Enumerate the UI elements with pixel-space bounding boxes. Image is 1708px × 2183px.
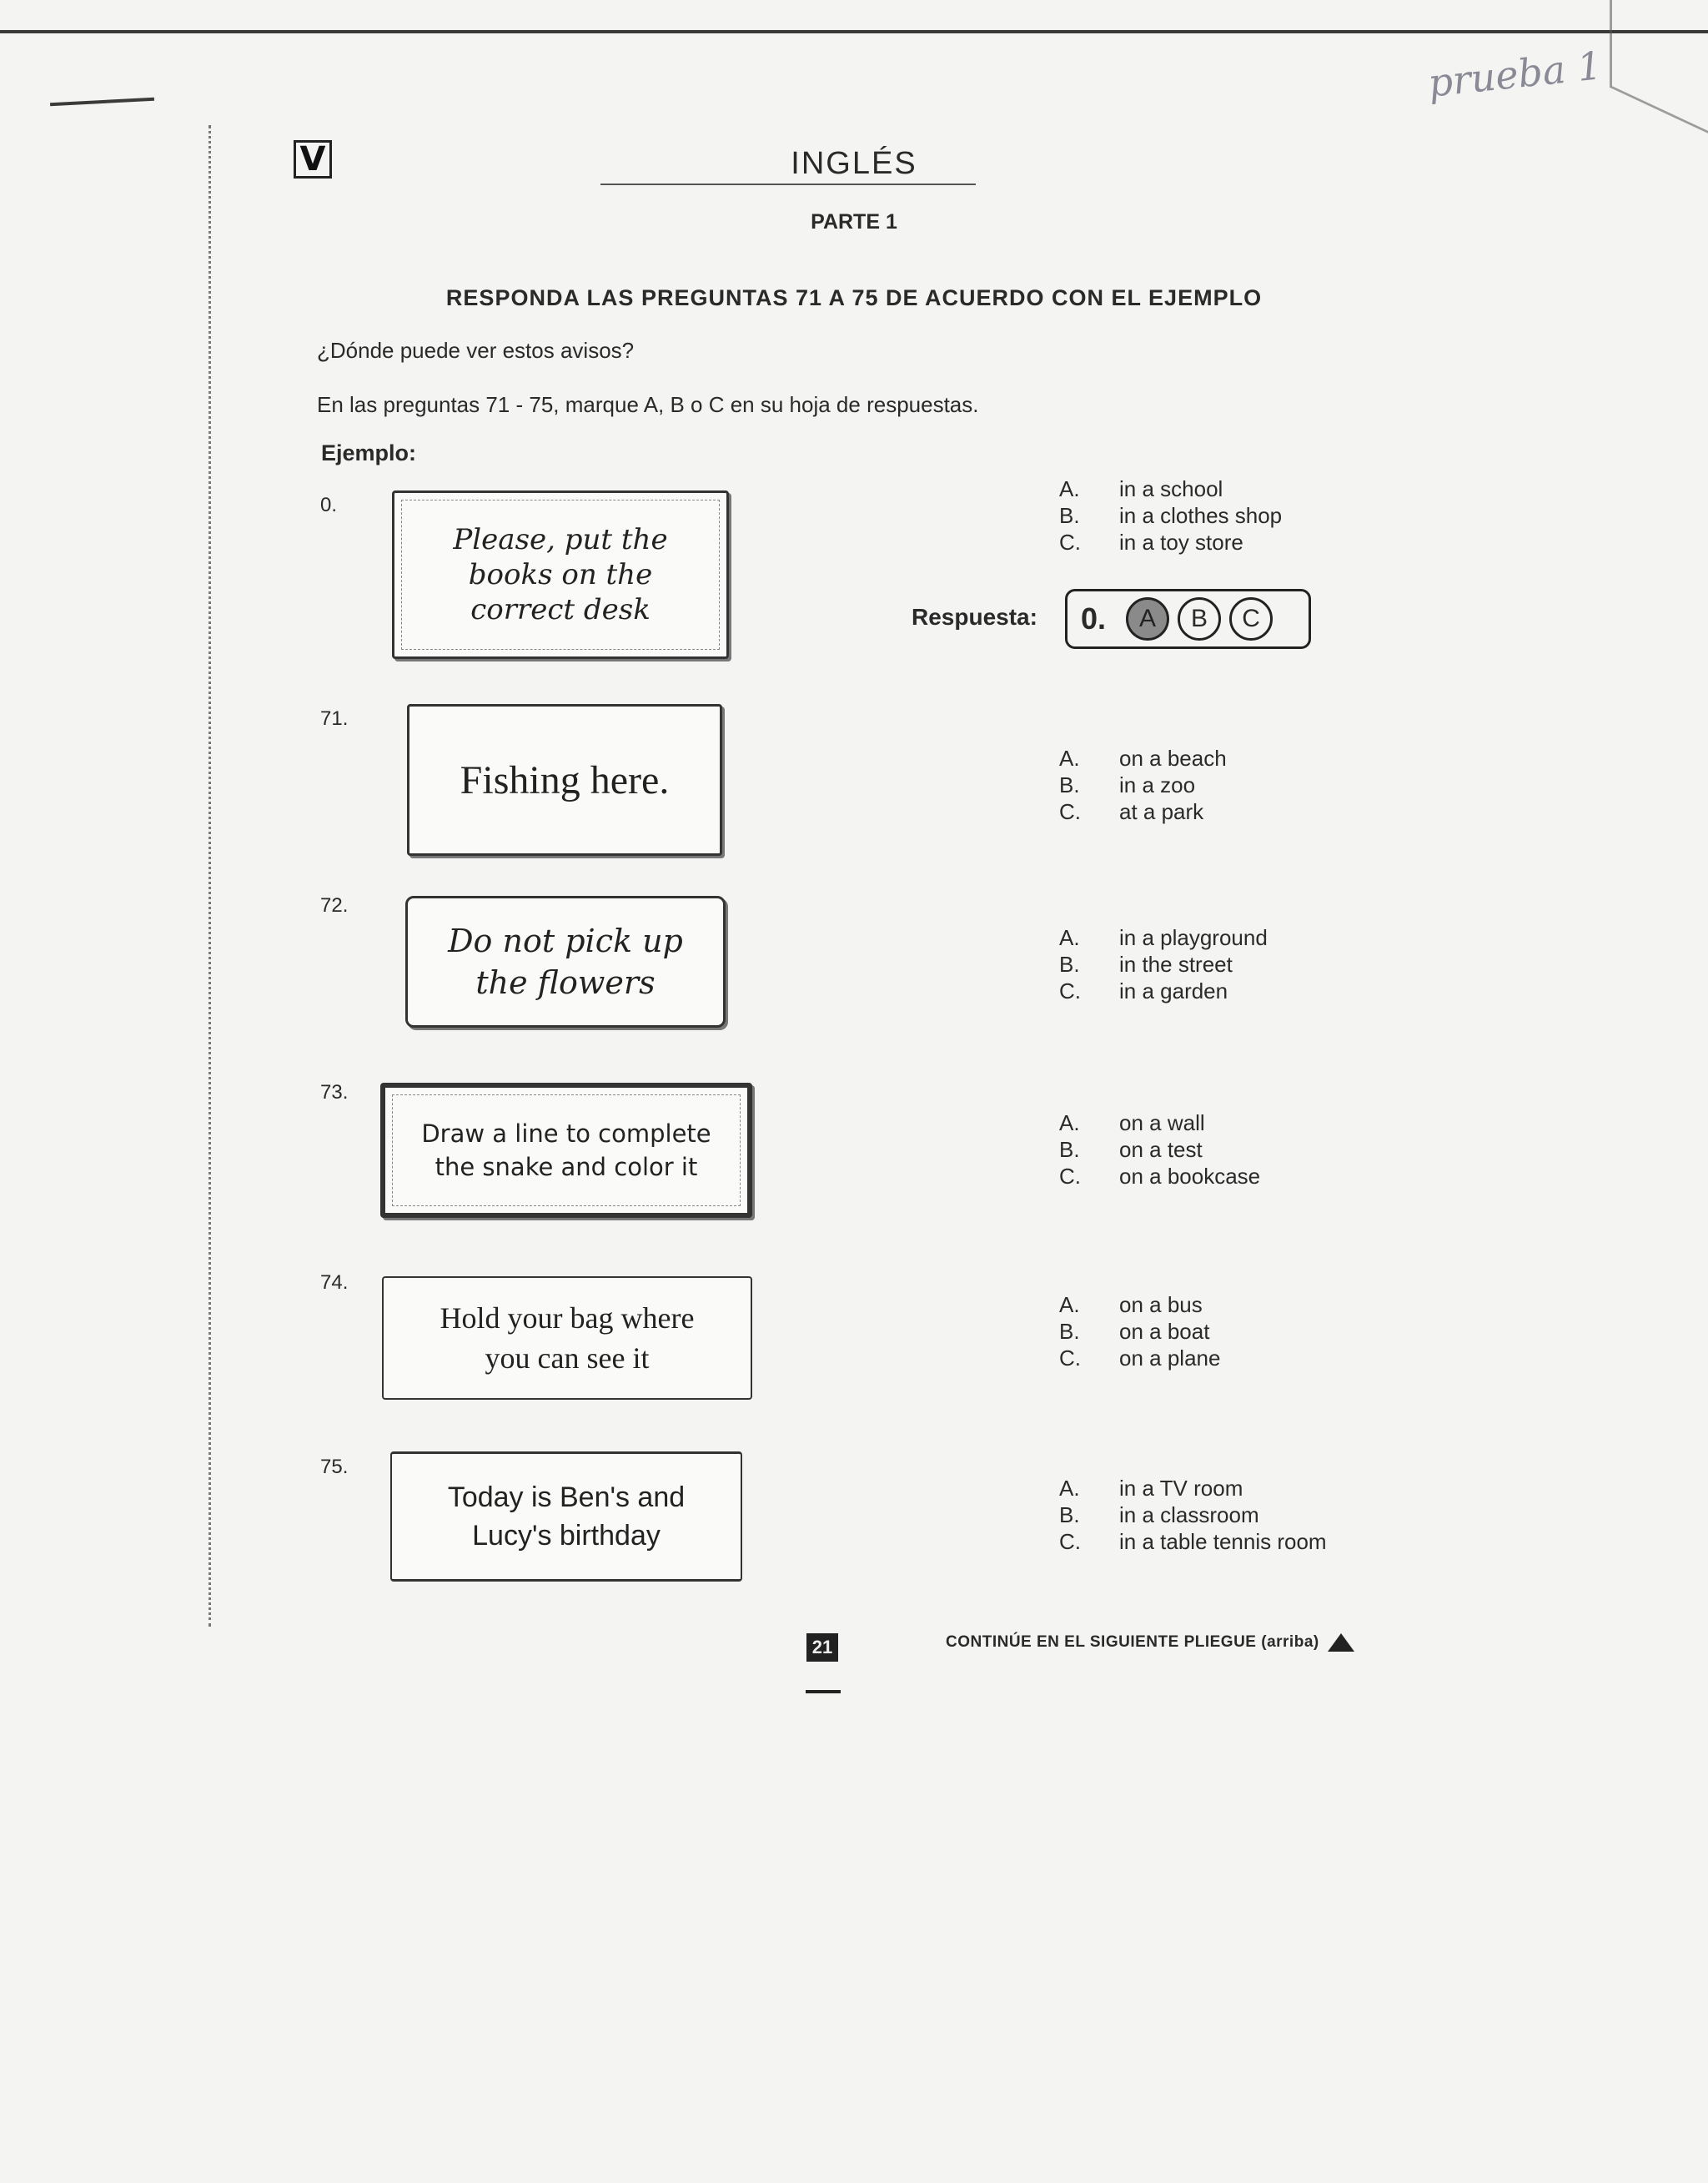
option-letter: B. xyxy=(1059,772,1080,797)
option-letter: A. xyxy=(1059,925,1080,950)
option-row[interactable] xyxy=(1059,1345,1220,1371)
example-sign xyxy=(392,490,729,659)
option-row[interactable] xyxy=(1059,772,1227,798)
option-text: on a test xyxy=(1119,1137,1203,1162)
question-sign xyxy=(382,1276,752,1400)
option-row[interactable] xyxy=(1059,924,1268,951)
question-options xyxy=(1059,1291,1220,1371)
option-text: in the street xyxy=(1119,952,1233,977)
option-letter: C. xyxy=(1059,978,1081,1003)
page-title: INGLÉS xyxy=(791,146,917,181)
question-number: 73. xyxy=(320,1081,349,1104)
sign-line: correct desk xyxy=(470,593,651,626)
question-options xyxy=(1059,924,1268,1004)
page-number-dash xyxy=(806,1690,841,1693)
sign-line: the snake and color it xyxy=(435,1153,698,1181)
option-letter: A. xyxy=(1059,476,1080,501)
option-text: in a garden xyxy=(1119,978,1228,1003)
option-letter: A. xyxy=(1059,746,1080,771)
option-text: on a bookcase xyxy=(1119,1164,1261,1189)
title-underline xyxy=(600,184,976,185)
question-options xyxy=(1059,745,1227,825)
sign-line: the flowers xyxy=(475,964,656,1001)
option-text: in a TV room xyxy=(1119,1476,1243,1501)
option-row[interactable] xyxy=(1059,798,1227,825)
question-number: 72. xyxy=(320,894,349,917)
top-border-line xyxy=(0,30,1708,33)
option-text: in a classroom xyxy=(1119,1502,1259,1527)
option-letter: C. xyxy=(1059,799,1081,824)
option-text: on a plane xyxy=(1119,1346,1221,1371)
page-number: 21 xyxy=(806,1633,838,1662)
sign-line: Lucy's birthday xyxy=(472,1520,661,1552)
answer-number: 0. xyxy=(1081,601,1107,636)
sign-line: Draw a line to complete xyxy=(421,1119,711,1148)
option-letter: B. xyxy=(1059,503,1080,528)
option-row[interactable] xyxy=(1059,1109,1260,1136)
sign-line: Hold your bag where xyxy=(440,1301,695,1335)
answer-bubble-c[interactable]: C xyxy=(1229,597,1273,641)
continue-text: CONTINÚE EN EL SIGUIENTE PLIEGUE (arriba) xyxy=(946,1633,1319,1651)
option-row[interactable] xyxy=(1059,951,1268,978)
option-row[interactable] xyxy=(1059,475,1282,502)
corner-fold xyxy=(1610,0,1708,134)
option-text: in a school xyxy=(1119,476,1223,501)
answer-bubble-b[interactable]: B xyxy=(1178,597,1221,641)
question-number: 75. xyxy=(320,1456,349,1478)
option-text: in a zoo xyxy=(1119,772,1196,797)
option-letter: B. xyxy=(1059,1502,1080,1527)
question-prompt: ¿Dónde puede ver estos avisos? xyxy=(317,338,635,363)
question-number: 74. xyxy=(320,1271,349,1294)
option-row[interactable] xyxy=(1059,745,1227,772)
sign-line: Please, put the xyxy=(453,523,668,556)
option-row[interactable] xyxy=(1059,1136,1260,1163)
question-number: 71. xyxy=(320,707,349,730)
option-row[interactable] xyxy=(1059,1501,1327,1528)
sign-line: you can see it xyxy=(485,1341,650,1375)
question-options xyxy=(1059,1109,1260,1190)
example-number: 0. xyxy=(320,494,338,516)
option-text: in a toy store xyxy=(1119,530,1243,555)
option-text: at a park xyxy=(1119,799,1204,824)
question-sign xyxy=(380,1083,752,1218)
arrow-up-icon xyxy=(1328,1633,1354,1652)
part-heading: PARTE 1 xyxy=(811,210,897,234)
option-text: in a playground xyxy=(1119,925,1268,950)
option-text: in a table tennis room xyxy=(1119,1529,1327,1554)
option-letter: A. xyxy=(1059,1110,1080,1135)
option-text: on a wall xyxy=(1119,1110,1205,1135)
sign-line: Fishing here. xyxy=(460,757,670,802)
option-text: on a bus xyxy=(1119,1292,1203,1317)
answer-bubble-a[interactable]: A xyxy=(1126,597,1169,641)
option-text: on a beach xyxy=(1119,746,1227,771)
margin-dotted-line xyxy=(208,125,216,1627)
left-dash-mark xyxy=(50,98,154,107)
question-sign xyxy=(405,896,726,1028)
sign-line: Do not pick up xyxy=(448,923,683,959)
option-text: in a clothes shop xyxy=(1119,503,1283,528)
continue-note xyxy=(946,1633,1354,1652)
answer-label: Respuesta: xyxy=(912,604,1037,630)
answer-box xyxy=(1065,589,1311,649)
question-options xyxy=(1059,1475,1327,1555)
option-letter: C. xyxy=(1059,1164,1081,1189)
mark-instruction: En las preguntas 71 - 75, marque A, B o C en su hoja de respuestas. xyxy=(317,392,979,417)
option-row[interactable] xyxy=(1059,1163,1260,1190)
example-options xyxy=(1059,475,1282,556)
option-letter: C. xyxy=(1059,530,1081,555)
handwritten-note: prueba 1 xyxy=(1425,43,1605,106)
option-text: on a boat xyxy=(1119,1319,1210,1344)
option-row[interactable] xyxy=(1059,529,1282,556)
option-letter: B. xyxy=(1059,1137,1080,1162)
option-row[interactable] xyxy=(1059,1291,1220,1318)
option-row[interactable] xyxy=(1059,1475,1327,1501)
sign-line: Today is Ben's and xyxy=(447,1481,686,1513)
option-letter: C. xyxy=(1059,1529,1081,1554)
option-row[interactable] xyxy=(1059,502,1282,529)
check-icon: V xyxy=(294,140,332,179)
example-label: Ejemplo: xyxy=(321,440,417,465)
option-letter: B. xyxy=(1059,1319,1080,1344)
option-letter: A. xyxy=(1059,1476,1080,1501)
question-sign xyxy=(390,1451,742,1582)
option-row[interactable] xyxy=(1059,1318,1220,1345)
question-sign xyxy=(407,704,722,856)
option-row[interactable] xyxy=(1059,978,1268,1004)
option-letter: A. xyxy=(1059,1292,1080,1317)
instruction-heading: RESPONDA LAS PREGUNTAS 71 A 75 DE ACUERDO CON EL EJEMPLO xyxy=(445,285,1263,310)
option-letter: C. xyxy=(1059,1346,1081,1371)
sign-line: books on the xyxy=(468,558,653,591)
option-row[interactable] xyxy=(1059,1528,1327,1555)
option-letter: B. xyxy=(1059,952,1080,977)
